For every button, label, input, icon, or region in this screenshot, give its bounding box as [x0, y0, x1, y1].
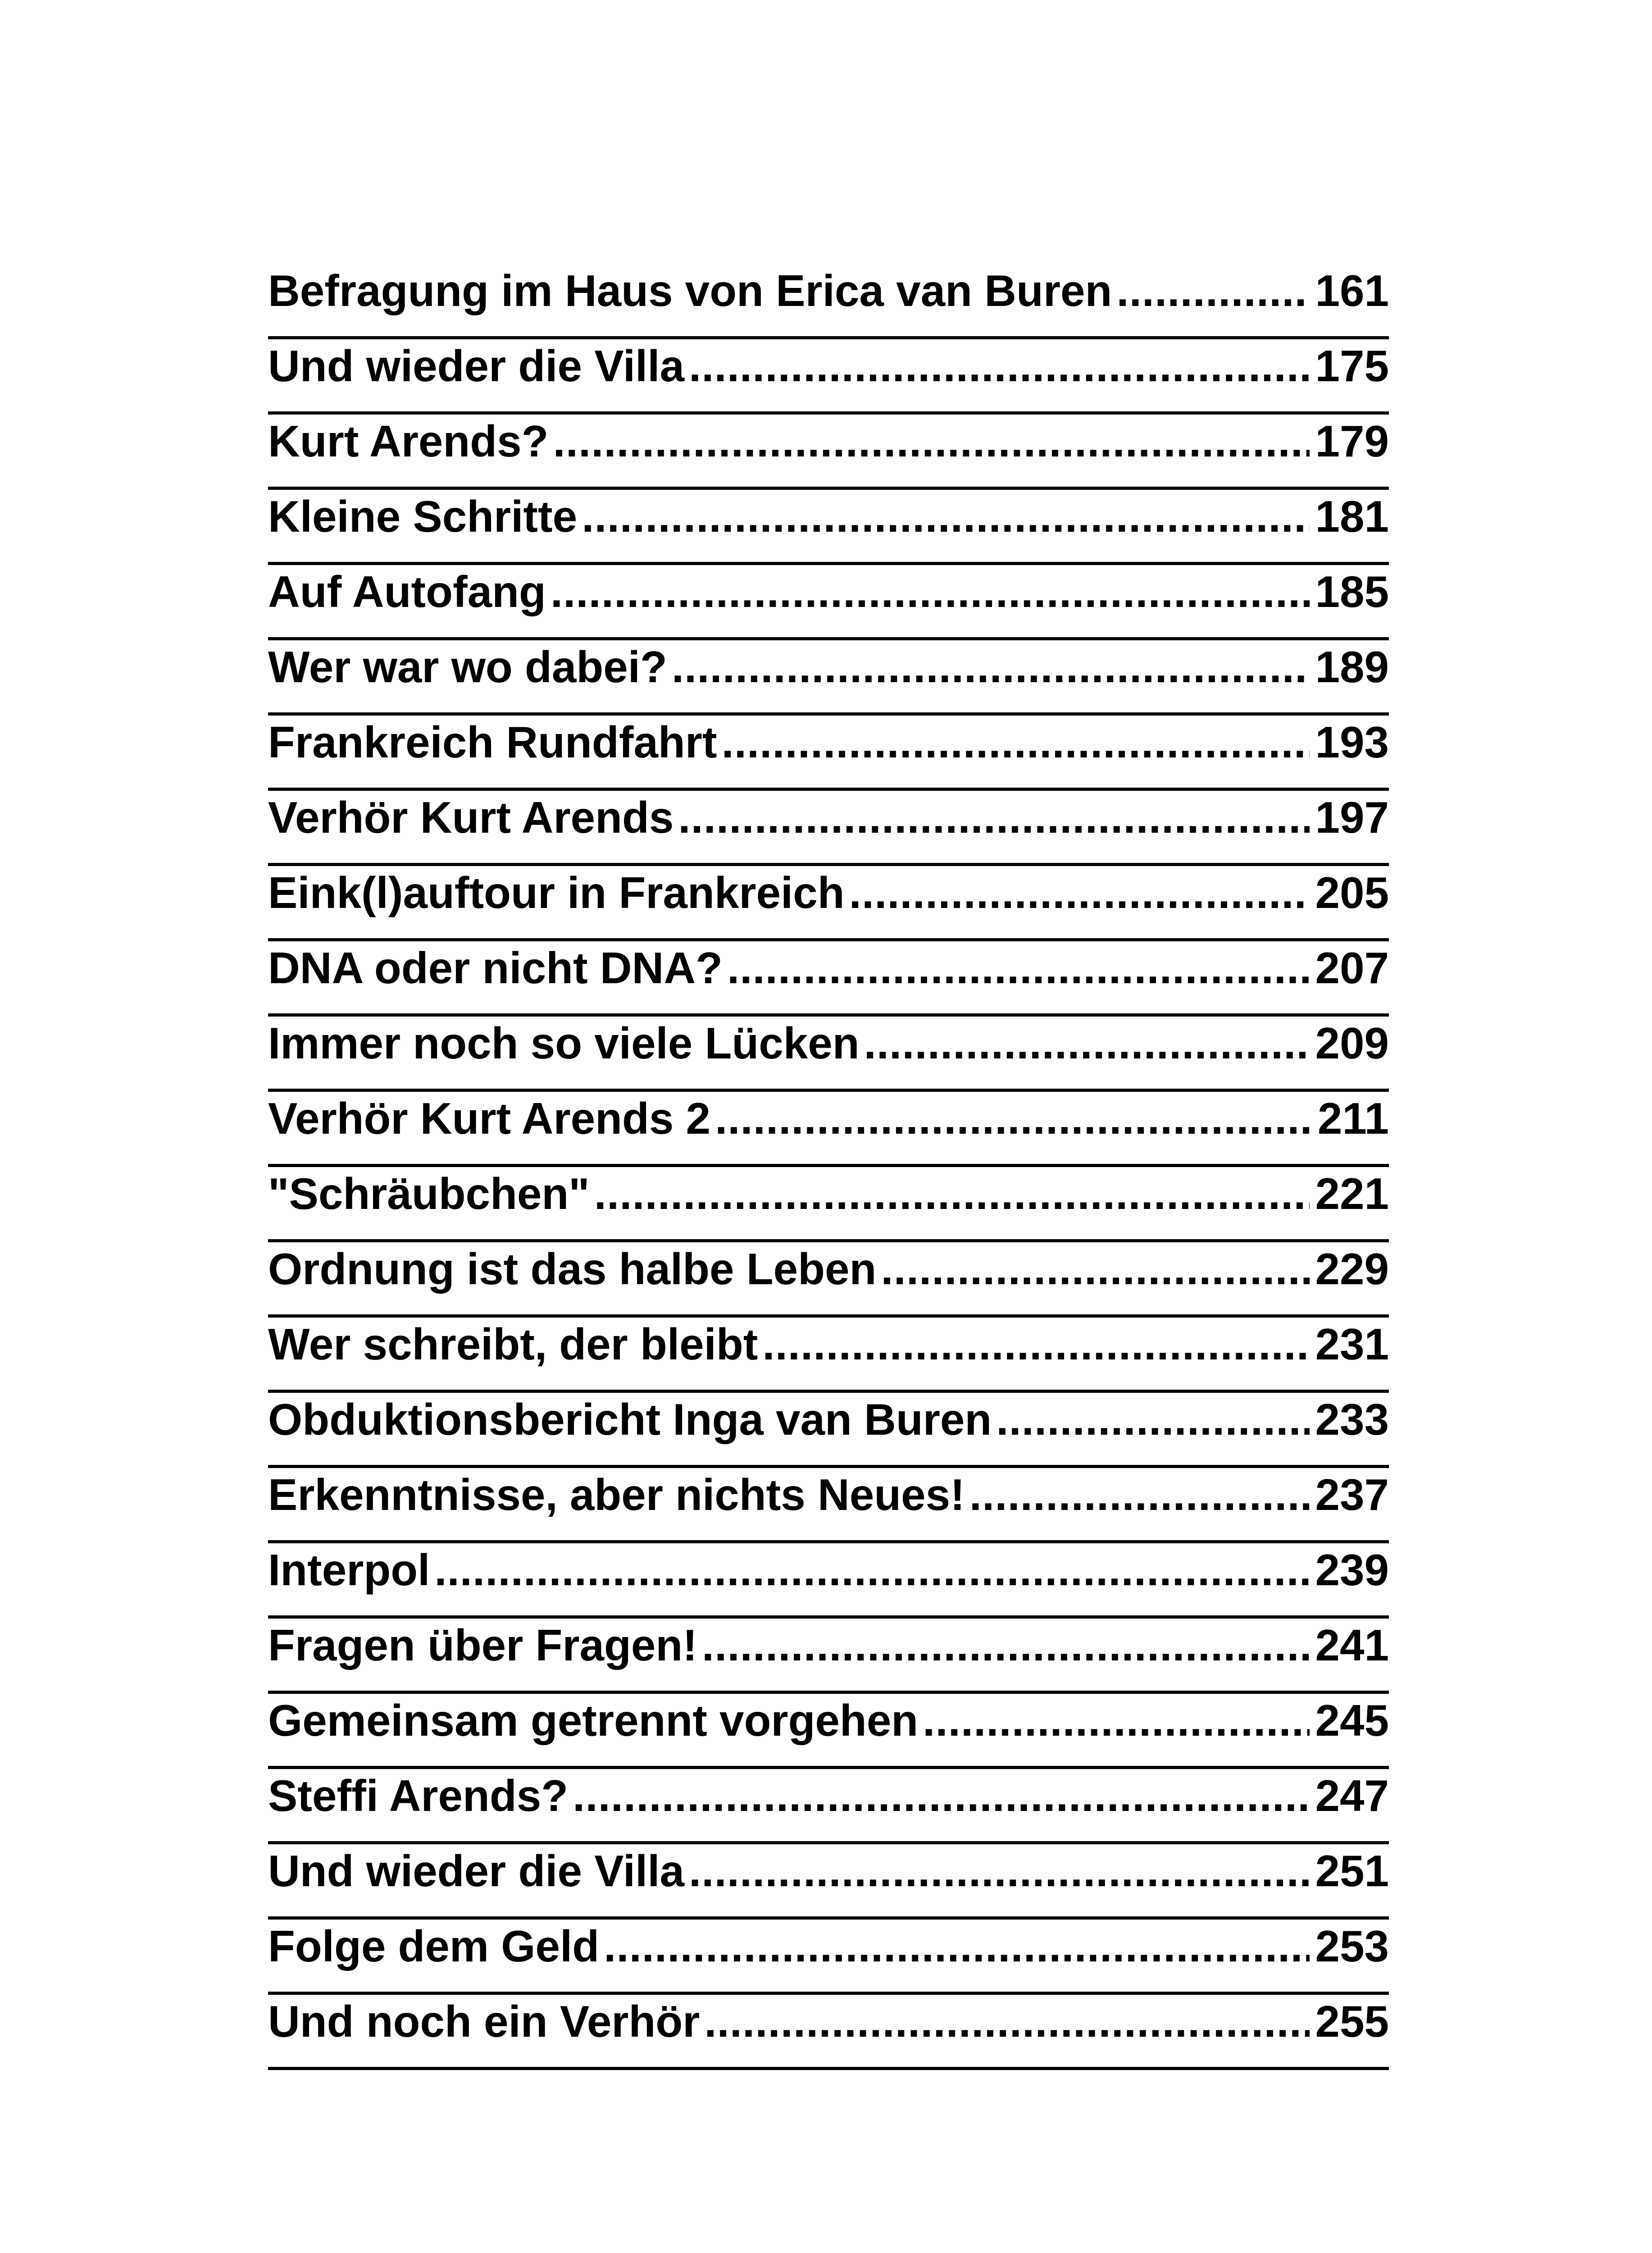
- toc-dot-leader: [434, 1548, 1310, 1592]
- toc-entry-title: Eink(l)auftour in Frankreich: [268, 868, 845, 917]
- toc-dot-leader: [923, 1698, 1310, 1742]
- toc-entry-page-number: 189: [1315, 642, 1389, 692]
- toc-entry-title: Verhör Kurt Arends: [268, 793, 674, 842]
- toc-dot-leader: [678, 795, 1310, 839]
- toc-entry-page-number: 251: [1315, 1846, 1389, 1896]
- toc-entry-page-number: 193: [1315, 717, 1389, 767]
- toc-entry-page-number: 221: [1315, 1169, 1389, 1218]
- toc-entry-page-number: 233: [1315, 1395, 1389, 1444]
- toc-entry-title: Erkenntnisse, aber nichts Neues!: [268, 1470, 965, 1519]
- toc-entry[interactable]: [268, 1017, 1389, 1092]
- toc-entry-page-number: 253: [1315, 1921, 1389, 1971]
- toc-entry[interactable]: [268, 1468, 1389, 1543]
- toc-entry-title: Frankreich Rundfahrt: [268, 717, 717, 767]
- toc-entry-title: Gemeinsam getrennt vorgehen: [268, 1696, 919, 1745]
- toc-entry-title: Steffi Arends?: [268, 1771, 569, 1820]
- toc-dot-leader: [689, 344, 1310, 388]
- toc-entry-page-number: 237: [1315, 1470, 1389, 1519]
- toc-entry[interactable]: [268, 866, 1389, 941]
- toc-entry-title: Wer war wo dabei?: [268, 642, 667, 692]
- toc-entry-title: Ordnung ist das halbe Leben: [268, 1244, 877, 1294]
- toc-entry[interactable]: [268, 565, 1389, 640]
- toc-dot-leader: [573, 1774, 1310, 1818]
- toc-dot-leader: [727, 946, 1310, 990]
- toc-entry-title: Fragen über Fragen!: [268, 1620, 697, 1670]
- toc-entry[interactable]: [268, 1619, 1389, 1694]
- toc-entry[interactable]: [268, 640, 1389, 716]
- toc-dot-leader: [996, 1397, 1310, 1441]
- toc-entry-title: DNA oder nicht DNA?: [268, 943, 723, 993]
- toc-entry-page-number: 207: [1315, 943, 1389, 993]
- toc-entry-page-number: 205: [1315, 868, 1389, 917]
- toc-entry-page-number: 175: [1315, 341, 1389, 391]
- toc-entry-title: Wer schreibt, der bleibt: [268, 1319, 758, 1369]
- toc-entry[interactable]: [268, 1242, 1389, 1318]
- toc-dot-leader: [672, 645, 1310, 689]
- toc-entry[interactable]: [268, 791, 1389, 866]
- toc-entry-title: Und wieder die Villa: [268, 341, 685, 391]
- toc-entry-page-number: 229: [1315, 1244, 1389, 1294]
- toc-entry-title: Auf Autofang: [268, 567, 546, 616]
- toc-dot-leader: [551, 570, 1310, 614]
- toc-entry-page-number: 185: [1315, 567, 1389, 616]
- toc-entry-page-number: 247: [1315, 1771, 1389, 1820]
- toc-dot-leader: [969, 1473, 1310, 1517]
- toc-dot-leader: [881, 1247, 1310, 1291]
- toc-dot-leader: [704, 1999, 1310, 2043]
- toc-dot-leader: [721, 720, 1310, 764]
- toc-entry[interactable]: [268, 716, 1389, 791]
- table-of-contents: [268, 264, 1389, 2070]
- toc-entry-title: Und noch ein Verhör: [268, 1997, 700, 2046]
- toc-entry-page-number: 231: [1315, 1319, 1389, 1369]
- toc-entry-page-number: 241: [1315, 1620, 1389, 1670]
- toc-dot-leader: [864, 1021, 1310, 1065]
- toc-dot-leader: [1116, 269, 1310, 313]
- toc-entry[interactable]: [268, 1092, 1389, 1167]
- toc-entry[interactable]: [268, 1769, 1389, 1844]
- toc-entry[interactable]: [268, 1694, 1389, 1769]
- toc-entry[interactable]: [268, 1167, 1389, 1242]
- toc-dot-leader: [702, 1623, 1310, 1667]
- toc-entry[interactable]: [268, 1393, 1389, 1468]
- toc-entry-page-number: 245: [1315, 1696, 1389, 1745]
- toc-entry-page-number: 239: [1315, 1545, 1389, 1595]
- toc-dot-leader: [582, 494, 1310, 538]
- toc-entry-title: Kleine Schritte: [268, 492, 578, 541]
- toc-entry[interactable]: [268, 1318, 1389, 1393]
- toc-entry[interactable]: [268, 1543, 1389, 1619]
- toc-entry-title: Kurt Arends?: [268, 416, 549, 466]
- toc-entry-title: Und wieder die Villa: [268, 1846, 685, 1896]
- toc-entry-title: Befragung im Haus von Erica van Buren: [268, 266, 1112, 315]
- toc-entry-title: Verhör Kurt Arends 2: [268, 1094, 711, 1143]
- toc-entry[interactable]: [268, 264, 1389, 339]
- toc-dot-leader: [689, 1849, 1310, 1893]
- toc-dot-leader: [849, 871, 1310, 915]
- toc-entry[interactable]: [268, 941, 1389, 1017]
- toc-entry[interactable]: [268, 415, 1389, 490]
- toc-dot-leader: [715, 1096, 1312, 1140]
- toc-entry[interactable]: [268, 490, 1389, 565]
- toc-entry-title: Immer noch so viele Lücken: [268, 1018, 860, 1068]
- toc-dot-leader: [762, 1322, 1310, 1366]
- toc-entry[interactable]: [268, 1844, 1389, 1920]
- toc-dot-leader: [604, 1924, 1310, 1968]
- toc-entry-title: "Schräubchen": [268, 1169, 590, 1218]
- toc-entry-page-number: 179: [1315, 416, 1389, 466]
- toc-entry-page-number: 209: [1315, 1018, 1389, 1068]
- toc-entry[interactable]: [268, 339, 1389, 415]
- toc-entry[interactable]: [268, 1995, 1389, 2070]
- toc-entry-title: Folge dem Geld: [268, 1921, 600, 1971]
- toc-entry-page-number: 197: [1315, 793, 1389, 842]
- toc-entry-page-number: 211: [1317, 1094, 1389, 1143]
- toc-entry-title: Interpol: [268, 1545, 430, 1595]
- toc-entry-page-number: 255: [1315, 1997, 1389, 2046]
- toc-entry[interactable]: [268, 1920, 1389, 1995]
- toc-entry-page-number: 181: [1315, 492, 1389, 541]
- toc-dot-leader: [594, 1172, 1310, 1216]
- toc-entry-page-number: 161: [1315, 266, 1389, 315]
- toc-dot-leader: [553, 419, 1310, 463]
- toc-entry-title: Obduktionsbericht Inga van Buren: [268, 1395, 992, 1444]
